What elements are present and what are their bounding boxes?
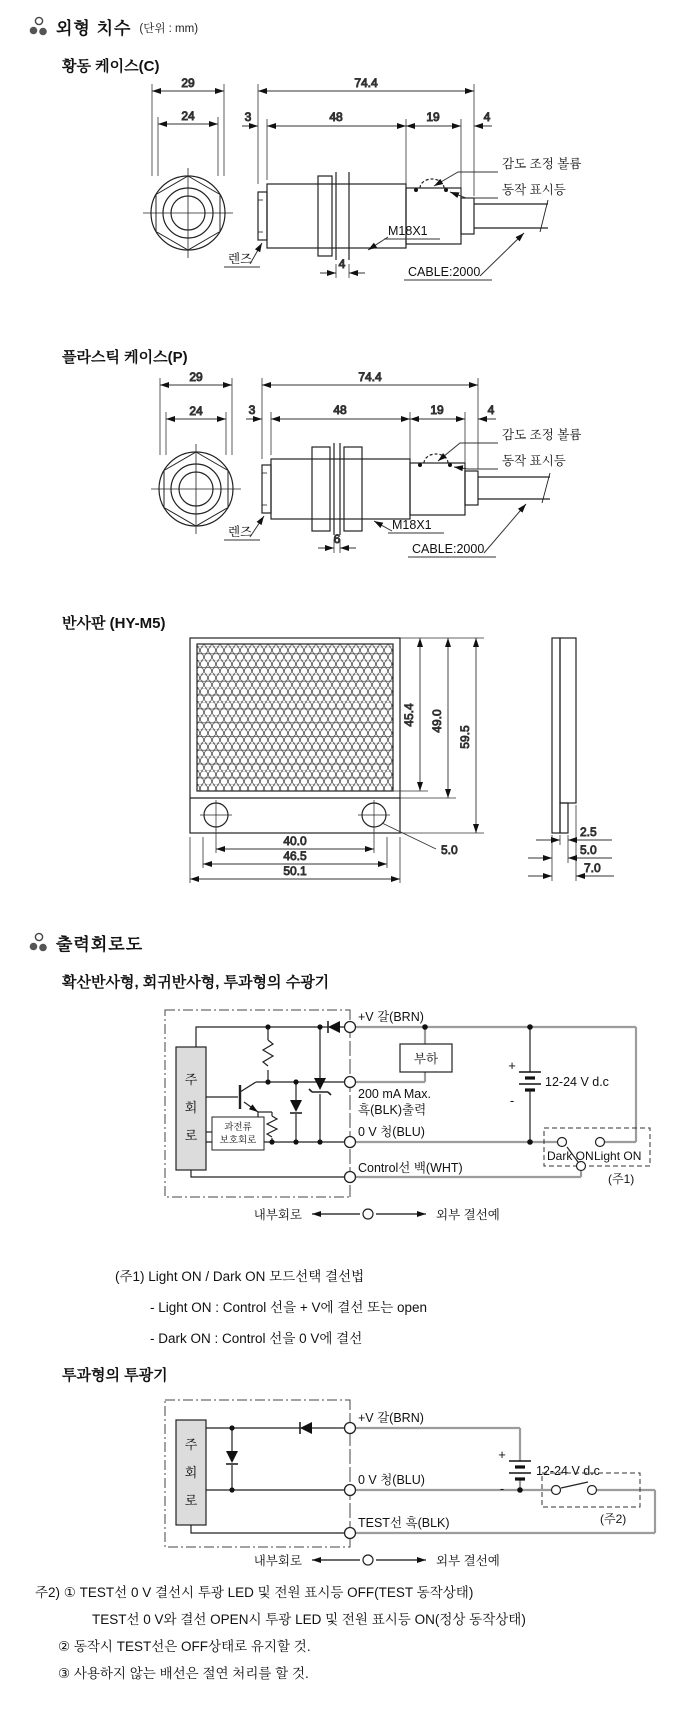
- brass-indicator-label: 동작 표시등: [502, 183, 566, 197]
- dimensions-title: 외형 치수: [56, 19, 132, 38]
- brass-dim-24: 24: [181, 109, 195, 123]
- output-current-label: 200 mA Max.: [358, 1087, 431, 1101]
- section-bullet-icon: [28, 932, 48, 954]
- battery-minus: -: [509, 1093, 515, 1108]
- battery-plus: +: [498, 1447, 506, 1462]
- brass-dim-29: 29: [181, 76, 195, 90]
- emitter-circuit-diagram: [0, 1385, 676, 1575]
- plastic-indicator-label: 동작 표시등: [502, 454, 566, 468]
- output-wire-label: 흑(BLK)출력: [358, 1103, 427, 1117]
- test-wire-label: TEST선 흑(BLK): [358, 1516, 450, 1530]
- zero-volt-label: 0 V 청(BLU): [358, 1473, 425, 1487]
- supply-voltage-label: 12-24 V d.c: [545, 1075, 609, 1089]
- reflector-heading: 반사판 (HY-M5): [62, 615, 166, 632]
- plastic-sensitivity-label: 감도 조정 볼륨: [502, 428, 582, 442]
- internal-wiring: [191, 1428, 344, 1533]
- brass-dim-48: 48: [329, 110, 343, 124]
- note1-line2: - Light ON : Control 선을 + V에 결선 또는 open: [150, 1300, 428, 1315]
- diode-1: [290, 1100, 302, 1113]
- note1-block: [0, 1261, 676, 1354]
- note2-line3: ② 동작시 TEST선은 OFF상태로 유지할 것.: [58, 1639, 311, 1654]
- shunt-diode: [226, 1451, 238, 1464]
- internal-circuit-legend: 내부회로: [253, 1208, 302, 1222]
- external-wiring-legend: 외부 결선예: [436, 1554, 500, 1568]
- plastic-thread-label: M18X1: [392, 518, 432, 532]
- note2-ref: (주2): [600, 1512, 627, 1526]
- brass-front-dims: [152, 76, 224, 176]
- brass-dim-19: 19: [426, 110, 440, 124]
- brass-dim-nut: 4: [338, 257, 346, 271]
- main-circuit-char-2: 회: [184, 1465, 198, 1480]
- brass-sensitivity-label: 감도 조정 볼륨: [502, 157, 582, 171]
- note1-line3: - Dark ON : Control 선을 0 V에 결선: [150, 1331, 363, 1346]
- zero-volt-label: 0 V 청(BLU): [358, 1125, 425, 1139]
- load-label: 부하: [413, 1052, 439, 1066]
- circuit1-heading: 확산반사형, 회귀반사형, 투과형의 수광기: [62, 974, 330, 991]
- reflector-dim-50-1: 50.1: [283, 864, 307, 878]
- terminals: [345, 1400, 450, 1547]
- brass-dim-3: 3: [244, 110, 252, 124]
- plastic-front-view: [151, 444, 241, 534]
- reflector-dim-2-5: 2.5: [580, 825, 597, 839]
- output-section-header: [28, 930, 676, 955]
- main-circuit-char-2: 회: [184, 1100, 198, 1115]
- terminals: [345, 1009, 463, 1197]
- receiver-circuit-diagram: [0, 992, 676, 1227]
- battery-minus: -: [499, 1481, 505, 1496]
- plastic-case-drawing: [0, 367, 676, 582]
- main-circuit-char-3: 로: [184, 1493, 198, 1508]
- vplus-label: +V 갈(BRN): [358, 1411, 424, 1425]
- resistor-1: [263, 1040, 273, 1066]
- note1-ref: (주1): [608, 1172, 635, 1186]
- reflector-dim-7-0: 7.0: [584, 861, 601, 875]
- reflector-hole-dia: 5.0: [441, 843, 458, 857]
- reflector-dim-59-5: 59.5: [458, 725, 472, 749]
- brass-thread-label: M18X1: [388, 224, 428, 238]
- reflector-dim-49-0: 49.0: [430, 709, 444, 733]
- control-wire-label: Control선 백(WHT): [358, 1161, 463, 1175]
- legend: [254, 1553, 500, 1568]
- reflector-dim-45-4: 45.4: [402, 703, 416, 727]
- internal-wiring: [191, 1027, 344, 1177]
- zener-diode: [309, 1078, 331, 1095]
- brass-dim-total: 74.4: [354, 76, 378, 90]
- circuit2-heading: 투과형의 투광기: [62, 1367, 168, 1384]
- plastic-dim-24: 24: [189, 404, 203, 418]
- overcurrent-label-2: 보호회로: [219, 1135, 257, 1146]
- plastic-dim-4: 4: [487, 403, 495, 417]
- reflector-thickness-dims: [528, 805, 614, 881]
- dimensions-unit: (단위 : mm): [139, 23, 199, 35]
- plastic-lens-label: 렌즈: [228, 525, 253, 539]
- series-diode: [300, 1422, 312, 1434]
- plastic-dim-3: 3: [248, 403, 256, 417]
- reflector-front-view: [190, 638, 400, 833]
- battery: [508, 1027, 609, 1142]
- brass-case-heading: 황동 케이스(C): [62, 58, 160, 75]
- battery: [498, 1447, 600, 1496]
- dark-on-label: Dark ON: [547, 1149, 594, 1163]
- dimensions-section-header: [28, 14, 676, 39]
- brass-case-drawing: [0, 76, 676, 316]
- reflector-dim-46-5: 46.5: [283, 849, 307, 863]
- brass-leader-labels: [224, 156, 581, 280]
- section-bullet-icon: [28, 16, 48, 38]
- test-switch: [542, 1473, 640, 1526]
- main-circuit-char-1: 주: [184, 1437, 198, 1452]
- battery-plus: +: [508, 1058, 516, 1073]
- reflector-dim-5-0: 5.0: [580, 843, 597, 857]
- brass-lens-label: 렌즈: [228, 252, 253, 266]
- reflector-height-dims: [393, 638, 484, 833]
- output-title: 출력회로도: [56, 935, 144, 954]
- note2-line2: TEST선 0 V와 결선 OPEN시 투광 LED 및 전원 표시등 ON(정상 동작상태): [92, 1612, 526, 1627]
- note2-block: [0, 1579, 676, 1687]
- plastic-front-dims: [160, 370, 232, 455]
- overcurrent-label-1: 과전류: [224, 1122, 252, 1133]
- plastic-case-heading: 플라스틱 케이스(P): [62, 349, 188, 366]
- note2-line1: 주2) ① TEST선 0 V 결선시 투광 LED 및 전원 표시등 OFF(TEST 동작상태): [35, 1585, 474, 1600]
- brass-front-view: [143, 168, 233, 258]
- series-diode: [328, 1021, 340, 1033]
- plastic-cable-label: CABLE:2000: [412, 542, 485, 556]
- brass-dim-4: 4: [483, 110, 491, 124]
- plastic-leader-labels: [224, 427, 581, 557]
- plastic-dim-total: 74.4: [358, 370, 382, 384]
- light-on-label: Light ON: [594, 1149, 642, 1163]
- reflector-drawing: [0, 633, 676, 888]
- reflector-dim-40-0: 40.0: [283, 834, 307, 848]
- plastic-side-dims: [246, 370, 496, 553]
- supply-voltage-label: 12-24 V d.c: [536, 1464, 600, 1478]
- note2-line4: ③ 사용하지 않는 배선은 절연 처리를 할 것.: [58, 1666, 309, 1681]
- note1-line1: (주1) Light ON / Dark ON 모드선택 결선법: [115, 1269, 365, 1284]
- external-wiring-legend: 외부 결선예: [436, 1208, 500, 1222]
- legend: [254, 1207, 500, 1222]
- plastic-dim-29: 29: [189, 370, 203, 384]
- main-circuit-char-3: 로: [184, 1128, 198, 1143]
- vplus-label: +V 갈(BRN): [358, 1010, 424, 1024]
- resistor-2: [267, 1116, 277, 1137]
- internal-circuit-legend: 내부회로: [253, 1554, 302, 1568]
- plastic-dim-19: 19: [430, 403, 444, 417]
- main-circuit-char-1: 주: [184, 1072, 198, 1087]
- plastic-dim-48: 48: [333, 403, 347, 417]
- reflector-width-dims: [190, 823, 458, 883]
- plastic-dim-nut: 6: [333, 532, 341, 546]
- reflector-side-view: [552, 638, 576, 833]
- brass-cable-label: CABLE:2000: [408, 265, 481, 279]
